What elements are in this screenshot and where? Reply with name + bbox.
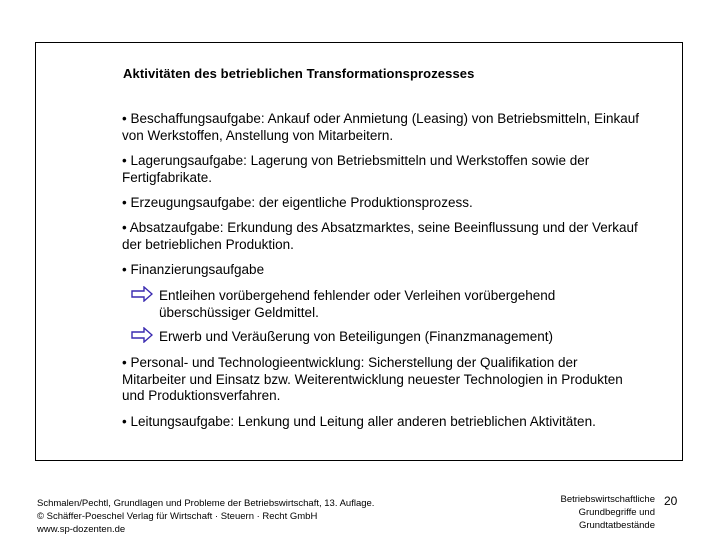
list-item-absatz: • Absatzaufgabe: Erkundung des Absatzmarktes, seine Beeinflussung und der Verkauf der betrieblichen Produktion. xyxy=(122,220,638,252)
sub-item-text: Entleihen vorübergehend fehlender oder Verleihen vorübergehend überschüssiger Geldmittel. xyxy=(159,288,556,320)
arrow-right-icon xyxy=(131,286,153,302)
section-line: Betriebswirtschaftliche xyxy=(560,494,655,505)
list-item-personal: • Personal- und Technologieentwicklung: Sicherstellung der Qualifikation der Mitarbeiter und Einsatz bzw. Weiterentwicklung neuester Technologien in Produkten und Produktionsverfahren. xyxy=(122,355,623,403)
footer-section xyxy=(520,493,655,532)
list-item-finanzierung: • Finanzierungsaufgabe xyxy=(122,262,265,277)
citation-line: Schmalen/Pechtl, Grundlagen und Probleme der Betriebswirtschaft, 13. Auflage. xyxy=(37,498,375,509)
list-item-erzeugung: • Erzeugungsaufgabe: der eigentliche Produktionsprozess. xyxy=(122,195,473,210)
arrow-right-icon xyxy=(131,327,153,343)
footer-citation xyxy=(37,497,374,536)
page-number: 20 xyxy=(664,494,678,508)
section-line: Grundtatbestände xyxy=(578,520,655,531)
slide-title: Aktivitäten des betrieblichen Transformationsprozesses xyxy=(123,66,475,81)
list-item-leitung: • Leitungsaufgabe: Lenkung und Leitung aller anderen betrieblichen Aktivitäten. xyxy=(122,414,596,429)
citation-line: www.sp-dozenten.de xyxy=(37,524,126,535)
section-line: Grundbegriffe und xyxy=(578,507,655,518)
sub-item-text: Erwerb und Veräußerung von Beteiligungen (Finanzmanagement) xyxy=(159,329,553,344)
list-item-beschaffung: • Beschaffungsaufgabe: Ankauf oder Anmietung (Leasing) von Betriebsmitteln, Einkauf von Werkstoffen, Anstellung von Mitarbeitern. xyxy=(122,111,640,143)
citation-line: © Schäffer-Poeschel Verlag für Wirtschaft · Steuern · Recht GmbH xyxy=(37,511,318,522)
list-item-lagerung: • Lagerungsaufgabe: Lagerung von Betriebsmitteln und Werkstoffen sowie der Fertigfabrikate. xyxy=(122,153,590,185)
